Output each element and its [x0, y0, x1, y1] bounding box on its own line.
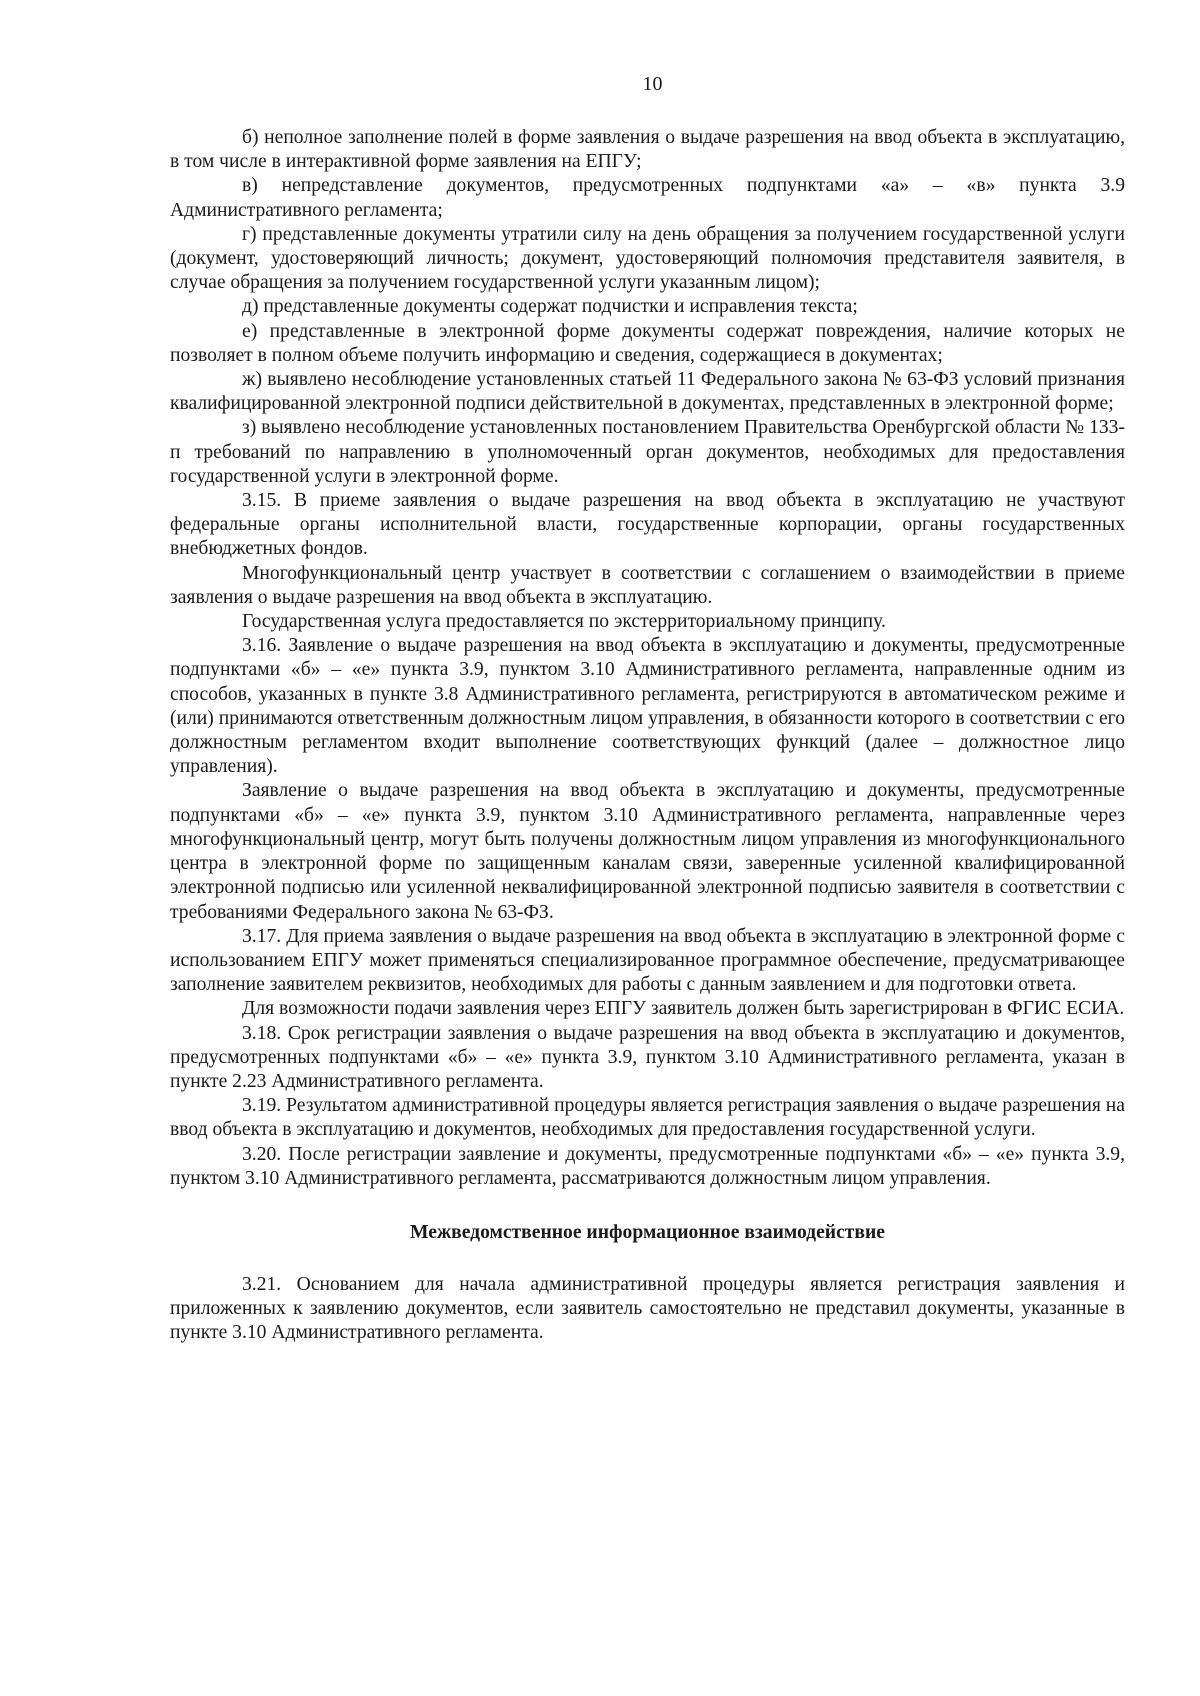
paragraph: 3.20. После регистрации заявление и документы, предусмотренные подпунктами «б» – «е» пункта 3.9, пунктом 3.10 Административного регламента, рассматриваются должностным лицом управления. — [170, 1143, 1125, 1189]
paragraph: д) представленные документы содержат подчистки и исправления текста; — [242, 296, 858, 318]
paragraph: г) представленные документы утратили силу на день обращения за получением государственной услуги (документ, удостоверяющий личность; документ, удостоверяющий полномочия представителя заявителя, в случае обращения за получением государственной услуги указанным лицом); — [170, 223, 1125, 294]
paragraph: з) выявлено несоблюдение установленных постановлением Правительства Оренбургской области № 133-п требований по направлению в уполномоченный орган документов, необходимых для предоставления государственной услуги в электронной форме. — [170, 417, 1125, 487]
document-page — [170, 72, 1125, 1346]
page-number: 10 — [642, 73, 663, 95]
body-text-bottom — [170, 1273, 1125, 1346]
section-title: Межведомственное информационное взаимодействие — [410, 1221, 885, 1243]
paragraph: ж) выявлено несоблюдение установленных статьей 11 Федерального закона № 63-ФЗ условий признания квалифицированной электронной подписи действительной в документах, представленных в электронной форме; — [170, 369, 1125, 415]
paragraph: 3.16. Заявление о выдаче разрешения на ввод объекта в эксплуатацию и документы, предусмотренные подпунктами «б» – «е» пункта 3.9, пунктом 3.10 Административного регламента, направленные одним из способов, указанных в пункте 3.8 Административного регламента, регистрируются в автоматическом режиме и (или) принимаются ответственным должностным лицом управления, в обязанности которого в соответствии с его должностным регламентом входит выполнение соответствующих функций (далее – должностное лицо управления). — [170, 635, 1125, 778]
paragraph: 3.19. Результатом административной процедуры является регистрация заявления о выдаче разрешения на ввод объекта в эксплуатацию и документов, необходимых для предоставления государственной услуги. — [170, 1095, 1125, 1141]
paragraph: 3.18. Срок регистрации заявления о выдаче разрешения на ввод объекта в эксплуатацию и документов, предусмотренных подпунктами «б» – «е» пункта 3.9, пунктом 3.10 Административного регламента, указан в пункте 2.23 Административного регламента. — [170, 1022, 1125, 1092]
paragraph: 3.17. Для приема заявления о выдаче разрешения на ввод объекта в эксплуатацию в электронной форме с использованием ЕПГУ может применяться специализированное программное обеспечение, предусматривающее заполнение заявителем реквизитов, необходимых для работы с данным заявлением и для подготовки ответа. — [170, 925, 1125, 996]
body-text-top — [170, 126, 1125, 1191]
paragraph: Для возможности подачи заявления через ЕПГУ заявитель должен быть зарегистрирован в ФГИС ЕСИА. — [242, 998, 1125, 1020]
paragraph: Многофункциональный центр участвует в соответствии с соглашением о взаимодействии в приеме заявления о выдаче разрешения на ввод объекта в эксплуатацию. — [170, 562, 1125, 608]
paragraph: 3.15. В приеме заявления о выдаче разрешения на ввод объекта в эксплуатацию не участвуют федеральные органы исполнительной власти, государственные корпорации, органы государственных внебюджетных фондов. — [170, 490, 1125, 560]
paragraph: Заявление о выдаче разрешения на ввод объекта в эксплуатацию и документы, предусмотренные подпунктами «б» – «е» пункта 3.9, пунктом 3.10 Административного регламента, направленные через многофункциональный центр, могут быть получены должностным лицом управления из многофункционального центра в электронной форме по защищенным каналам связи, заверенные усиленной квалифицированной электронной подписью или усиленной неквалифицированной электронной подписью заявителя в соответствии с требованиями Федерального закона № 63-ФЗ. — [170, 780, 1125, 923]
paragraph: е) представленные в электронной форме документы содержат повреждения, наличие которых не позволяет в полном объеме получить информацию и сведения, содержащиеся в документах; — [170, 320, 1125, 366]
paragraph: б) неполное заполнение полей в форме заявления о выдаче разрешения на ввод объекта в эксплуатацию, в том числе в интерактивной форме заявления на ЕПГУ; — [170, 127, 1125, 173]
paragraph: в) непредставление документов, предусмотренных подпунктами «а» – «в» пункта 3.9 Административного регламента; — [170, 175, 1125, 221]
paragraph: 3.21. Основанием для начала административной процедуры является регистрация заявления и приложенных к заявлению документов, если заявитель самостоятельно не представил документы, указанные в пункте 3.10 Административного регламента. — [170, 1273, 1125, 1344]
paragraph: Государственная услуга предоставляется по экстерриториальному принципу. — [242, 611, 886, 633]
